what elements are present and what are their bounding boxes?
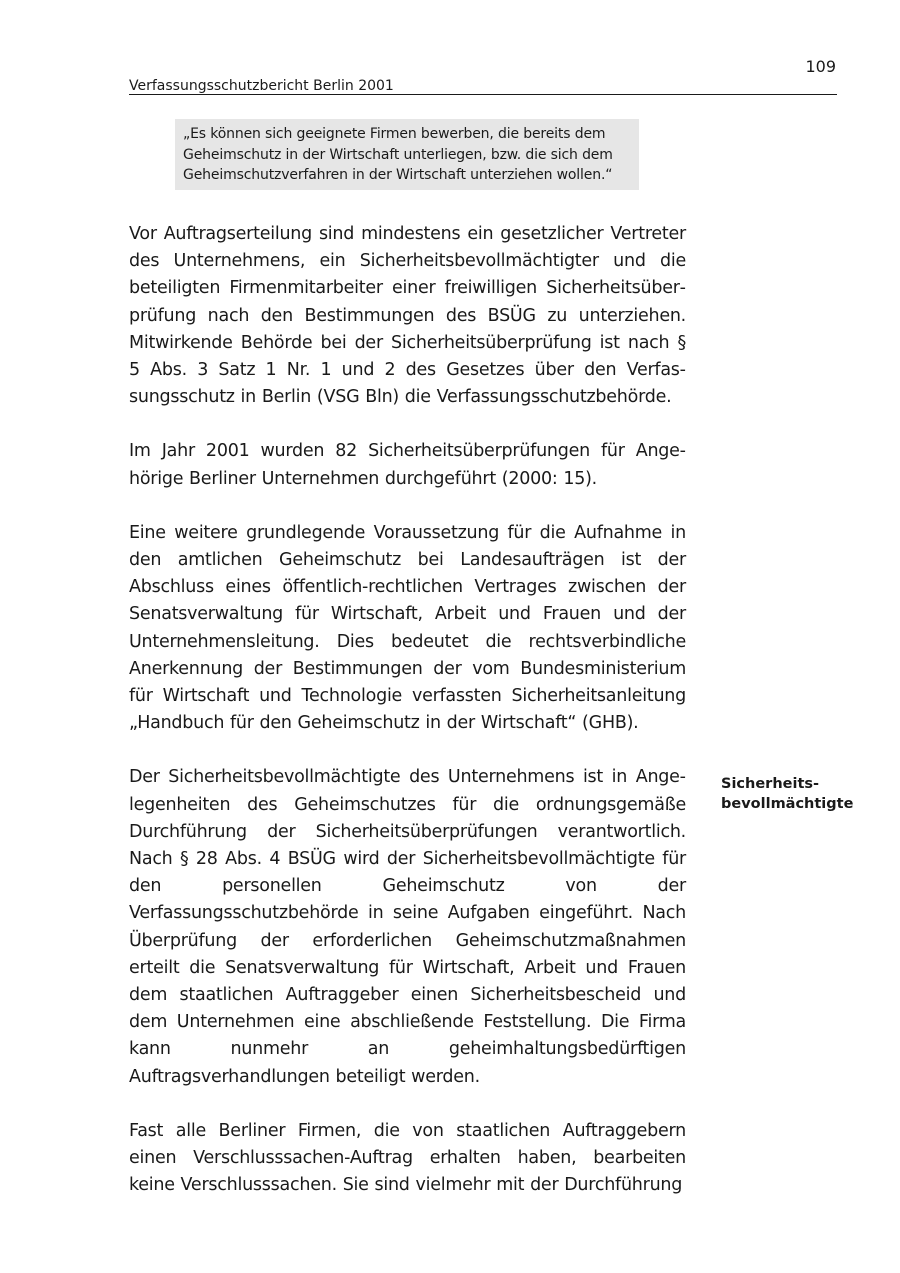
paragraph: Fast alle Berliner Firmen, die von staatlichen Auftraggebern einen Verschlusssachen-Auftrag erhalten haben, bearbeiten keine Verschlusssachen. Sie sind vielmehr mit der Durchführung: [129, 1120, 686, 1196]
margin-note: [721, 774, 891, 814]
paragraph: Vor Auftragserteilung sind mindestens ein gesetzlicher Vertreter des Unternehmens, ein Sicherheitsbevollmächtigter und die beteiligten Firmenmitarbeiter einer freiwilligen Sicherheitsüberprüfung nach den Bestimmungen des BSÜG zu unterziehen. Mitwirkende Behörde bei der Sicherheitsüberprüfung ist nach § 5 Abs. 3 Satz 1 Nr. 1 und 2 des Gesetzes über den Verfassungsschutz in Berlin (VSG Bln) die Verfassungsschutzbehörde.: [129, 224, 686, 408]
paragraph: Eine weitere grundlegende Voraussetzung für die Aufnahme in den amtlichen Geheimschutz bei Landesaufträgen ist der Abschluss eines öffentlich-rechtlichen Vertrages zwischen der Senatsverwaltung für Wirtschaft, Arbeit und Frauen und der Unternehmensleitung. Dies bedeutet die rechtsverbindliche Anerkennung der Bestimmungen der vom Bundesministerium für Wirtschaft und Technologie verfassten Sicherheitsanleitung „Handbuch für den Geheimschutz in der Wirtschaft“ (GHB).: [129, 522, 686, 734]
running-header: Verfassungsschutzbericht Berlin 2001: [129, 78, 394, 94]
page-number: 109: [805, 57, 836, 76]
margin-note-line: Sicherheits-: [721, 776, 820, 792]
paragraph: Im Jahr 2001 wurden 82 Sicherheitsüberprüfungen für Angehörige Berliner Unternehmen durchgeführt (2000: 15).: [129, 441, 686, 489]
body-text: [129, 221, 686, 1227]
quote-box: „Es können sich geeignete Firmen bewerben, die bereits dem Geheimschutz in der Wirtschaft unterliegen, bzw. die sich dem Geheimschutzverfahren in der Wirtschaft unterziehen wollen.“: [175, 119, 639, 190]
header-rule: [129, 94, 837, 95]
paragraph: Der Sicherheitsbevollmächtigte des Unternehmens ist in Angelegenheiten des Geheimschutzes für die ordnungsgemäße Durchführung der Sicherheitsüberprüfungen verantwortlich. Nach § 28 Abs. 4 BSÜG wird der Sicherheitsbevollmächtigte für den personellen Geheimschutz von der Verfassungsschutzbehörde in seine Aufgaben eingeführt. Nach Überprüfung der erforderlichen Geheimschutzmaßnahmen erteilt die Senatsverwaltung für Wirtschaft, Arbeit und Frauen dem staatlichen Auftraggeber einen Sicherheitsbescheid und dem Unternehmen eine abschließende Feststellung. Die Firma kann nunmehr an geheimhaltungsbedürftigen Auftragsverhandlungen beteiligt werden.: [129, 767, 686, 1087]
margin-note-line: bevollmächtigte: [721, 796, 854, 812]
